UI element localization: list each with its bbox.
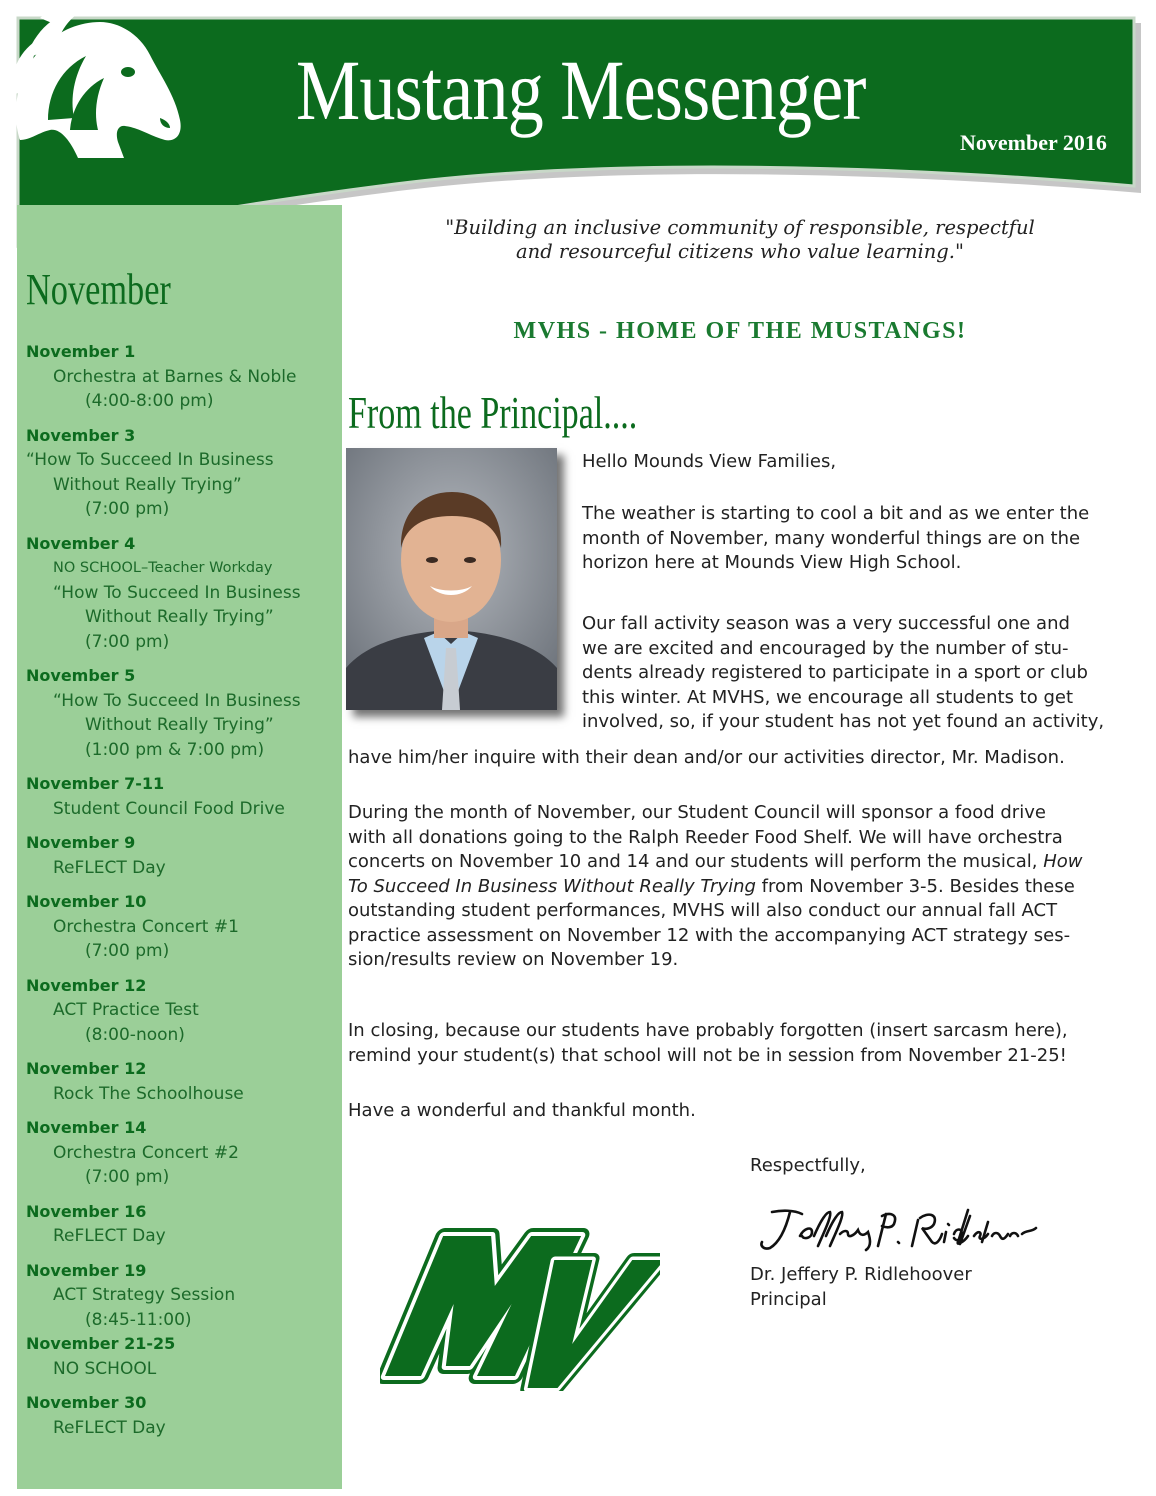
event-line: (8:00-noon) [85, 1024, 185, 1045]
text-line: we are excited and encouraged by the number of stu- [582, 637, 1069, 659]
letter-paragraph-4 [348, 1019, 1068, 1068]
motto-line: "Building an inclusive community of responsible, respectful [445, 216, 1035, 239]
motto-line: and resourceful citizens who value learning." [516, 240, 964, 263]
event-line: “How To Succeed In Business [53, 582, 301, 603]
school-motto [360, 216, 1120, 264]
principal-portrait-icon [346, 448, 557, 710]
text-line: with all donations going to the Ralph Reeder Food Shelf. We will have orchestra [348, 826, 1063, 848]
event-line: ReFLECT Day [53, 1226, 166, 1246]
event-item [26, 424, 338, 522]
mustang-head-logo [0, 0, 190, 160]
event-line: ACT Strategy Session [53, 1285, 236, 1305]
event-item [26, 532, 338, 655]
event-date: November 5 [26, 666, 136, 685]
event-line: (7:00 pm) [85, 631, 170, 652]
event-line: Without Really Trying” [53, 474, 242, 495]
event-line: NO SCHOOL–Teacher Workday [53, 560, 273, 576]
event-line: Orchestra Concert #1 [53, 916, 239, 937]
event-item [26, 1391, 338, 1440]
signer-title: Principal [750, 1288, 827, 1310]
mv-school-logo [380, 1226, 660, 1391]
signer-block [750, 1263, 972, 1312]
letter-paragraph-2 [582, 612, 1104, 735]
signature-icon [742, 1202, 1042, 1254]
event-line: (7:00 pm) [85, 1167, 170, 1187]
text-line: During the month of November, our Student Council will sponsor a food drive [348, 802, 1046, 823]
text-line: horizon here at Mounds View High School. [582, 552, 962, 573]
event-line: (4:00-8:00 pm) [85, 391, 214, 411]
event-line: Without Really Trying” [85, 607, 274, 627]
text-span: concerts on November 10 and 14 and our students will perform the musical, [348, 851, 1044, 872]
event-date: November 14 [26, 1118, 147, 1137]
event-line: NO SCHOOL [53, 1358, 157, 1379]
event-item [26, 340, 338, 414]
home-of-mustangs-heading: MVHS - HOME OF THE MUSTANGS! [513, 318, 967, 344]
event-line: Rock The Schoolhouse [53, 1083, 244, 1104]
event-date: November 21-25 [26, 1334, 176, 1353]
event-date: November 9 [26, 833, 136, 852]
text-line: remind your student(s) that school will not be in session from November 21-25! [348, 1044, 1067, 1066]
letter-greeting: Hello Mounds View Families, [582, 451, 837, 472]
text-line: practice assessment on November 12 with the accompanying ACT strategy ses- [348, 924, 1071, 946]
event-item [26, 974, 338, 1048]
event-date: November 10 [26, 892, 147, 911]
event-line: ReFLECT Day [53, 857, 166, 878]
event-line: Orchestra Concert #2 [53, 1142, 239, 1163]
event-item [26, 1332, 338, 1381]
text-line: this winter. At MVHS, we encourage all students to get [582, 686, 1074, 708]
principal-photo [346, 448, 557, 710]
event-date: November 19 [26, 1260, 147, 1280]
text-line: involved, so, if your student has not yet found an activity, [582, 711, 1105, 732]
event-line: ReFLECT Day [53, 1417, 166, 1438]
event-line: (1:00 pm & 7:00 pm) [85, 739, 265, 760]
signer-name: Dr. Jeffery P. Ridlehoover [750, 1264, 972, 1285]
issue-date: November 2016 [960, 130, 1107, 155]
event-item [26, 772, 338, 821]
text-line: In closing, because our students have probably forgotten (insert sarcasm here), [348, 1020, 1068, 1041]
text-line [348, 850, 1083, 875]
event-date: November 12 [26, 975, 147, 995]
event-line: Student Council Food Drive [53, 798, 285, 819]
letter-paragraph-5: Have a wonderful and thankful month. [348, 1100, 696, 1121]
event-item [26, 664, 338, 762]
letter-paragraph-1 [582, 502, 1089, 576]
event-line: Without Really Trying” [85, 715, 274, 735]
text-span: from November 3-5. Besides these [755, 875, 1075, 897]
event-date: November 1 [26, 342, 136, 361]
event-date: November 4 [26, 533, 136, 553]
event-item [26, 831, 338, 880]
letter-paragraph-3 [348, 801, 1083, 973]
event-line: (7:00 pm) [85, 941, 170, 961]
event-line: (8:45-11:00) [85, 1309, 192, 1330]
musical-title: To Succeed In Business Without Really Trying [348, 875, 756, 897]
event-line: “How To Succeed In Business [53, 690, 301, 711]
event-date: November 12 [26, 1059, 147, 1078]
event-date: November 16 [26, 1201, 147, 1221]
text-line: month of November, many wonderful things are on the [582, 527, 1081, 549]
event-date: November 3 [26, 425, 136, 445]
event-list [26, 340, 338, 1450]
section-title: From the Principal.... [348, 387, 638, 438]
event-line: “How To Succeed In Business [26, 450, 274, 470]
event-line: (7:00 pm) [85, 499, 170, 519]
event-date: November 7-11 [26, 774, 165, 793]
event-item [26, 1200, 338, 1249]
text-line: sion/results review on November 19. [348, 949, 679, 970]
event-line: ACT Practice Test [53, 1000, 199, 1020]
event-item [26, 890, 338, 964]
text-line [348, 875, 1083, 900]
event-item [26, 1116, 338, 1190]
text-line: dents already registered to participate in a sport or club [582, 662, 1088, 683]
sidebar-heading: November [26, 265, 171, 314]
text-line: outstanding student performances, MVHS will also conduct our annual fall ACT [348, 900, 1058, 921]
event-item [26, 1057, 338, 1106]
text-line: The weather is starting to cool a bit and as we enter the [582, 503, 1090, 524]
letter-paragraph-2-end: have him/her inquire with their dean and/or our activities director, Mr. Madison. [348, 747, 1065, 768]
musical-title: How [1043, 851, 1083, 872]
event-date: November 30 [26, 1393, 147, 1412]
event-item [26, 1259, 338, 1333]
text-line: Our fall activity season was a very successful one and [582, 613, 1070, 634]
letter-closing: Respectfully, [750, 1155, 866, 1176]
newsletter-title: Mustang Messenger [296, 42, 866, 138]
event-line: Orchestra at Barnes & Noble [53, 366, 297, 387]
